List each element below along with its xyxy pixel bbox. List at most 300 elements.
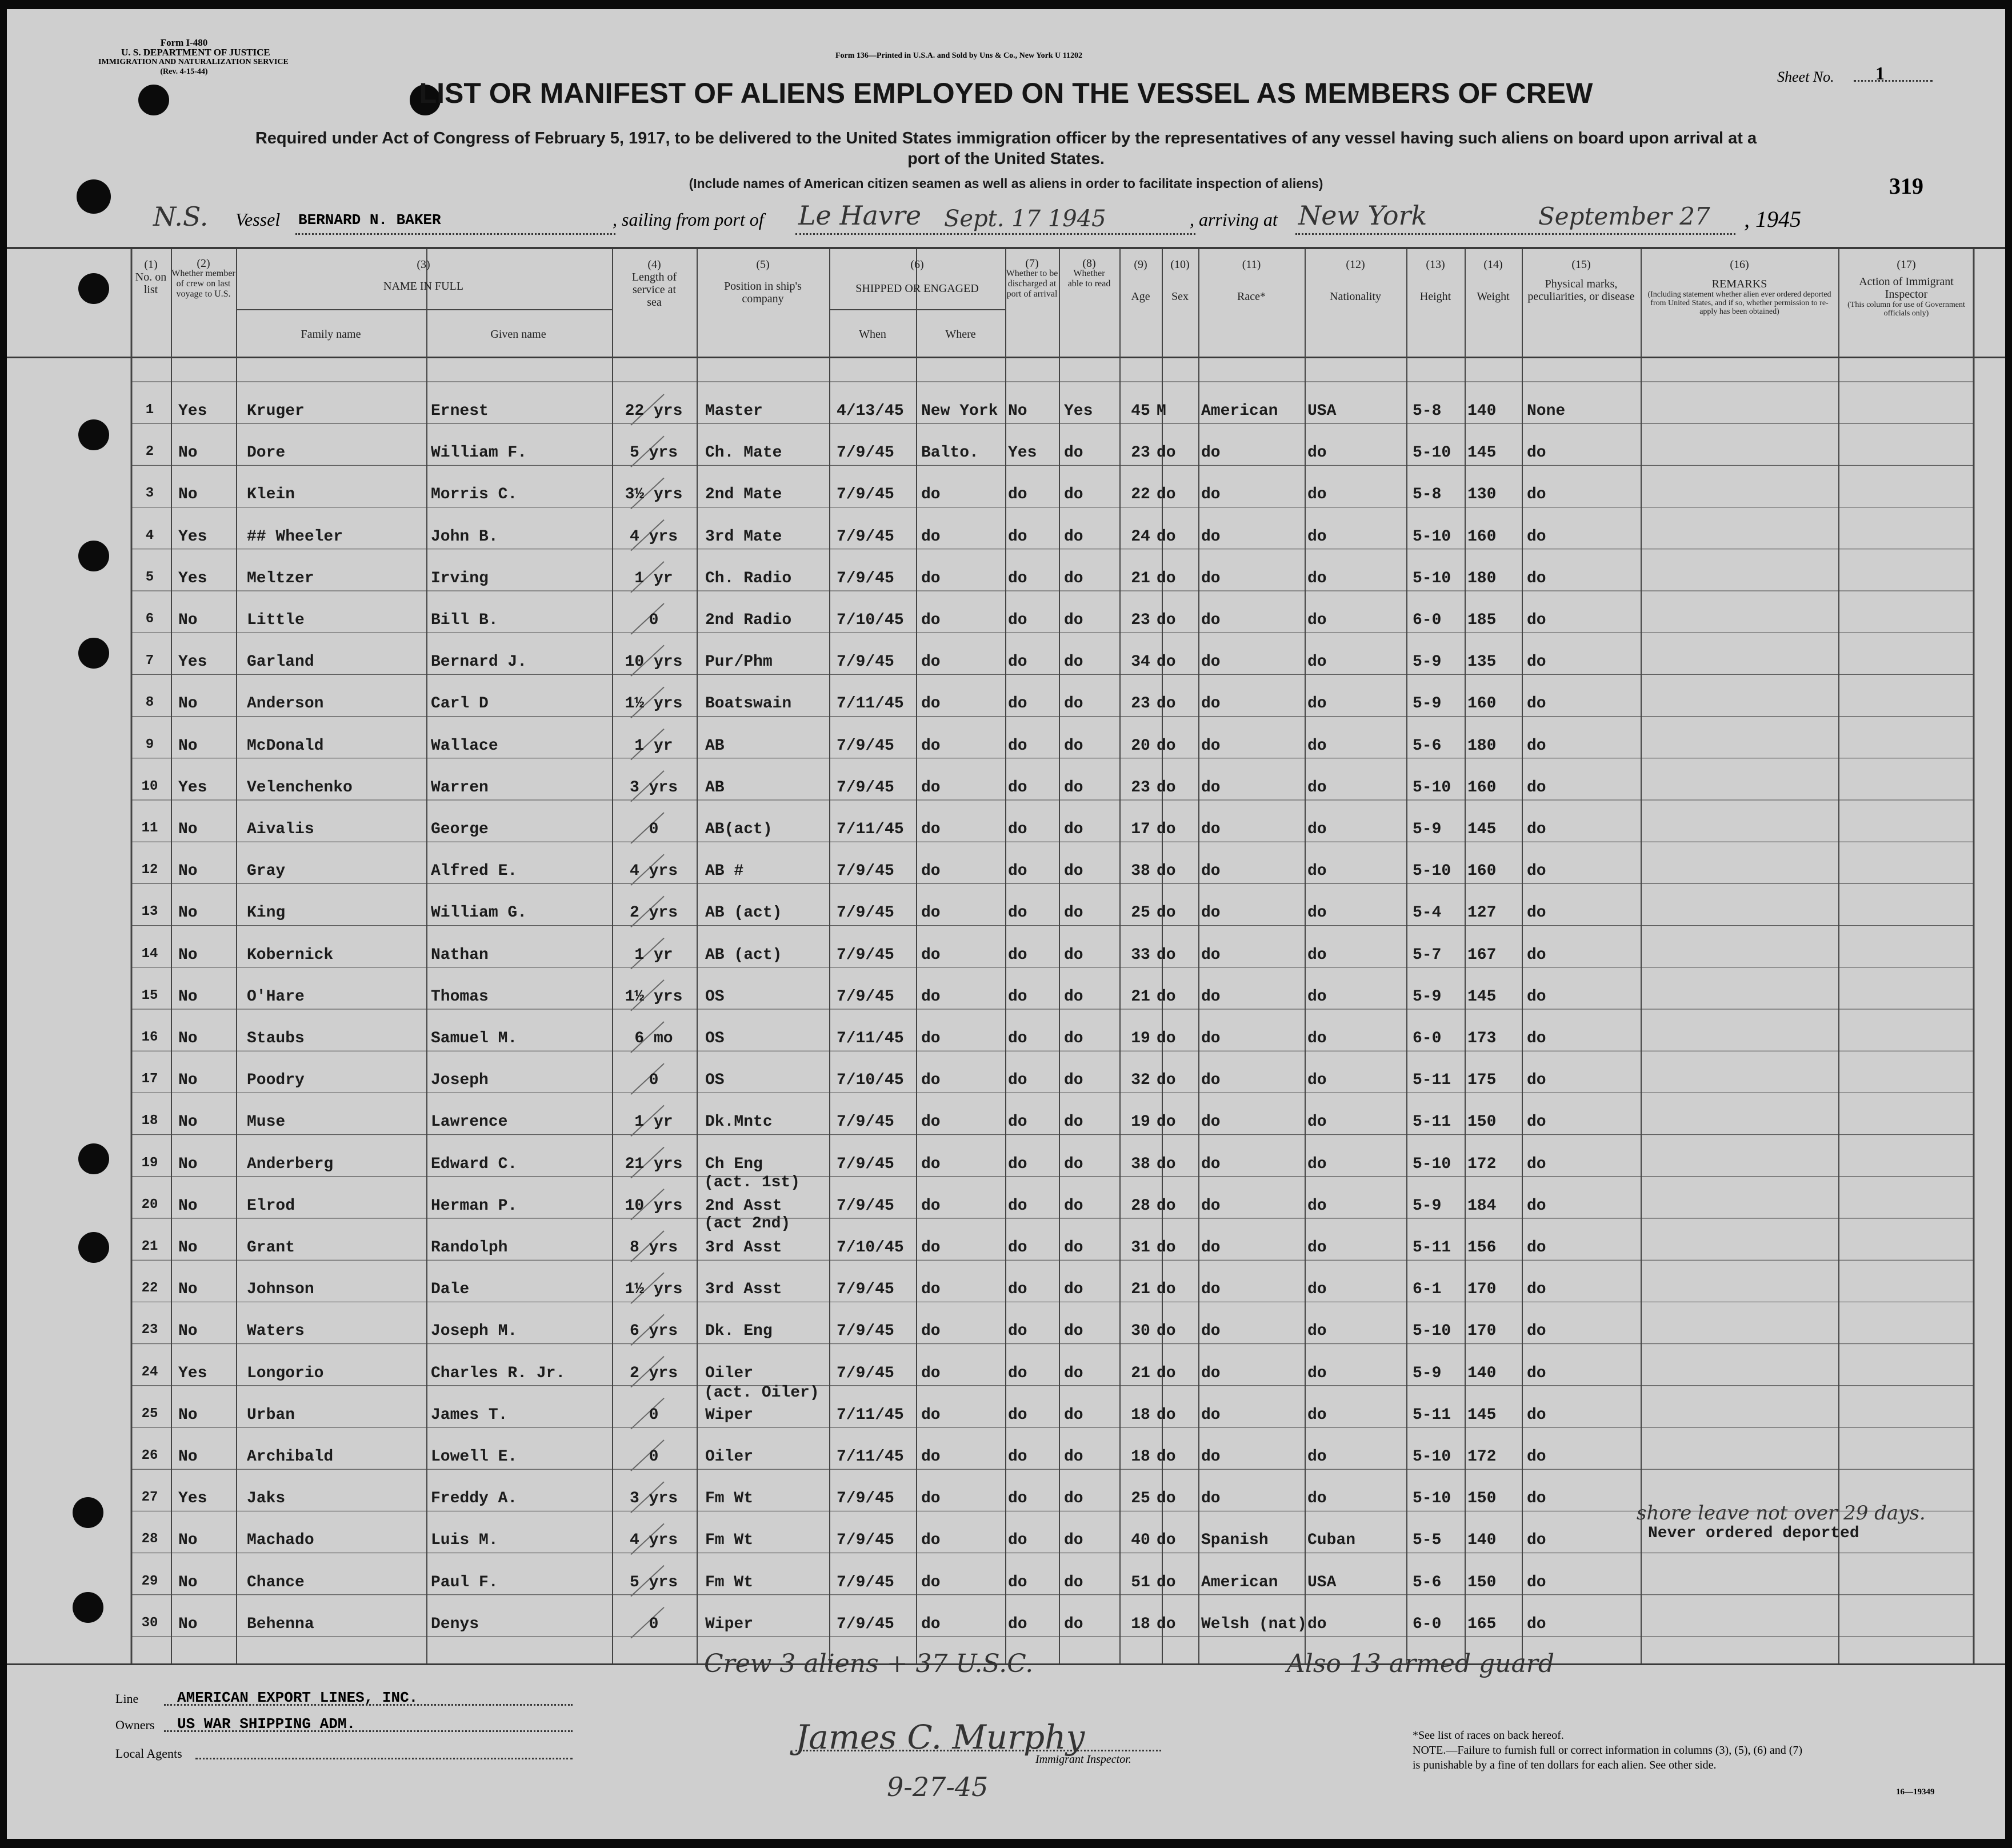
cell-service-length: 0 bbox=[649, 1615, 659, 1633]
cell-family-name: Longorio bbox=[247, 1364, 324, 1382]
cell-sex: do bbox=[1157, 778, 1176, 797]
cell-service-length: 2 yrs bbox=[629, 1364, 678, 1382]
cell-physical-marks: do bbox=[1527, 1364, 1546, 1382]
arriving-port: New York bbox=[1298, 200, 1427, 231]
cell-family-name: Anderberg bbox=[247, 1155, 334, 1173]
cell-family-name: Jaks bbox=[247, 1490, 286, 1508]
cell-given-name: Irving bbox=[431, 569, 489, 587]
cell-discharged: Yes bbox=[1008, 444, 1037, 462]
cell-age: 40 bbox=[1131, 1531, 1150, 1550]
cell-row-number: 11 bbox=[141, 821, 158, 836]
cell-crew-last-voyage: No bbox=[178, 1155, 198, 1173]
cell-age: 45 bbox=[1131, 402, 1150, 420]
cell-row-number: 17 bbox=[141, 1071, 158, 1087]
cell-sex: do bbox=[1157, 862, 1176, 881]
cell-able-to-read: do bbox=[1064, 778, 1083, 797]
cell-service-length: 5 yrs bbox=[629, 444, 678, 462]
cell-position: Oiler bbox=[705, 1448, 754, 1466]
cell-sex: do bbox=[1157, 1531, 1176, 1550]
cell-height: 5-10 bbox=[1413, 1322, 1451, 1341]
cell-sex: do bbox=[1157, 1615, 1176, 1633]
cell-position: 2nd Radio bbox=[705, 611, 792, 629]
race-footnote: *See list of races on back hereof. bbox=[1413, 1729, 1564, 1742]
cell-physical-marks: do bbox=[1527, 1155, 1546, 1173]
cell-given-name: Luis M. bbox=[431, 1531, 498, 1550]
cell-shipped-when: 7/9/45 bbox=[837, 737, 894, 755]
cell-race: Spanish bbox=[1201, 1531, 1269, 1550]
cell-age: 32 bbox=[1131, 1071, 1150, 1090]
cell-height: 6-0 bbox=[1413, 611, 1442, 629]
cell-weight: 160 bbox=[1467, 527, 1497, 546]
cell-family-name: Little bbox=[247, 611, 305, 629]
cell-discharged: do bbox=[1008, 695, 1027, 713]
cell-physical-marks: None bbox=[1527, 402, 1566, 420]
cell-sex: do bbox=[1157, 1364, 1176, 1382]
cell-physical-marks: do bbox=[1527, 1448, 1546, 1466]
cell-discharged: do bbox=[1008, 904, 1027, 922]
cell-shipped-when: 4/13/45 bbox=[837, 402, 904, 420]
owners-value: US WAR SHIPPING ADM. bbox=[177, 1715, 356, 1733]
cell-race: do bbox=[1201, 527, 1221, 546]
cell-row-number: 28 bbox=[141, 1531, 158, 1547]
cell-crew-last-voyage: No bbox=[178, 1322, 198, 1341]
subtitle-line-3: (Include names of American citizen seamen as well as aliens in order to facilitate inspection of aliens) bbox=[689, 176, 1323, 191]
remarks-shore-leave-handwritten: shore leave not over 29 days. bbox=[1637, 1502, 1926, 1525]
cell-position: AB # bbox=[705, 862, 744, 881]
cell-crew-last-voyage: No bbox=[178, 1573, 198, 1591]
cell-shipped-when: 7/11/45 bbox=[837, 1448, 904, 1466]
cell-service-length: 6 yrs bbox=[629, 1322, 678, 1341]
cell-shipped-when: 7/9/45 bbox=[837, 527, 894, 546]
cell-service-length: 0 bbox=[649, 1406, 659, 1424]
cell-shipped-where: do bbox=[921, 1448, 941, 1466]
cell-service-length: 3 yrs bbox=[629, 1490, 678, 1508]
inspector-label: Immigrant Inspector. bbox=[1035, 1753, 1131, 1766]
cell-shipped-where: do bbox=[921, 1281, 941, 1299]
cell-nationality: do bbox=[1307, 444, 1327, 462]
cell-given-name: Bill B. bbox=[431, 611, 498, 629]
cell-race: do bbox=[1201, 653, 1221, 671]
cell-discharged: do bbox=[1008, 862, 1027, 881]
cell-able-to-read: do bbox=[1064, 1155, 1083, 1173]
cell-family-name: Klein bbox=[247, 486, 295, 504]
cell-shipped-when: 7/9/45 bbox=[837, 987, 894, 1006]
column-header-family-name: Family name bbox=[301, 328, 361, 341]
cell-height: 5-9 bbox=[1413, 653, 1442, 671]
cell-discharged: do bbox=[1008, 1155, 1027, 1173]
cell-nationality: do bbox=[1307, 653, 1327, 671]
cell-position: AB(act) bbox=[705, 821, 773, 838]
cell-age: 21 bbox=[1131, 1364, 1150, 1382]
cell-weight: 150 bbox=[1467, 1113, 1497, 1131]
cell-service-length: 21 yrs bbox=[625, 1155, 683, 1173]
column-header-race: (11) Race* bbox=[1237, 258, 1266, 303]
cell-physical-marks: do bbox=[1527, 1490, 1546, 1508]
cell-age: 18 bbox=[1131, 1615, 1150, 1633]
cell-physical-marks: do bbox=[1527, 444, 1546, 462]
cell-height: 6-1 bbox=[1413, 1281, 1442, 1299]
cell-given-name: Lowell E. bbox=[431, 1448, 518, 1466]
cell-nationality: do bbox=[1307, 1113, 1327, 1131]
remarks-never-deported: Never ordered deported bbox=[1648, 1525, 1859, 1542]
cell-height: 5-10 bbox=[1413, 1155, 1451, 1173]
armed-guard-note-handwritten: Also 13 armed guard bbox=[1287, 1649, 1554, 1678]
cell-physical-marks: do bbox=[1527, 611, 1546, 629]
cell-weight: 140 bbox=[1467, 1364, 1497, 1382]
cell-shipped-when: 7/9/45 bbox=[837, 1364, 894, 1382]
cell-crew-last-voyage: Yes bbox=[178, 1364, 207, 1382]
cell-age: 28 bbox=[1131, 1197, 1150, 1215]
cell-height: 5-11 bbox=[1413, 1071, 1451, 1090]
cell-crew-last-voyage: No bbox=[178, 1281, 198, 1299]
cell-discharged: do bbox=[1008, 1406, 1027, 1424]
cell-nationality: do bbox=[1307, 987, 1327, 1006]
cell-shipped-when: 7/9/45 bbox=[837, 946, 894, 964]
cell-height: 5-10 bbox=[1413, 862, 1451, 881]
cell-race: do bbox=[1201, 611, 1221, 629]
cell-nationality: do bbox=[1307, 946, 1327, 964]
cell-able-to-read: do bbox=[1064, 1197, 1083, 1215]
cell-weight: 156 bbox=[1467, 1239, 1497, 1257]
cell-able-to-read: do bbox=[1064, 1239, 1083, 1257]
column-header-weight: (14) Weight bbox=[1477, 258, 1510, 303]
local-agents-underline bbox=[195, 1758, 573, 1759]
cell-discharged: do bbox=[1008, 527, 1027, 546]
cell-height: 5-11 bbox=[1413, 1239, 1451, 1257]
cell-crew-last-voyage: No bbox=[178, 737, 198, 755]
cell-position: AB bbox=[705, 778, 725, 797]
cell-shipped-where: do bbox=[921, 1531, 941, 1550]
cell-shipped-where: do bbox=[921, 1071, 941, 1090]
crew-count-note-handwritten: Crew 3 aliens + 37 U.S.C. bbox=[704, 1649, 1034, 1678]
cell-physical-marks: do bbox=[1527, 695, 1546, 713]
cell-service-length: 6 mo bbox=[634, 1030, 673, 1047]
cell-height: 5-10 bbox=[1413, 778, 1451, 797]
cell-race: do bbox=[1201, 1448, 1221, 1466]
cell-service-length: 1 yr bbox=[634, 946, 673, 964]
cell-weight: 180 bbox=[1467, 569, 1497, 587]
cell-shipped-when: 7/10/45 bbox=[837, 1239, 904, 1257]
cell-physical-marks: do bbox=[1527, 1071, 1546, 1090]
inspector-signature: James C. Murphy bbox=[795, 1718, 1085, 1757]
cell-shipped-when: 7/9/45 bbox=[837, 1322, 894, 1341]
cell-weight: 173 bbox=[1467, 1030, 1497, 1047]
cell-nationality: do bbox=[1307, 1197, 1327, 1215]
cell-sex: do bbox=[1157, 737, 1176, 755]
cell-age: 51 bbox=[1131, 1573, 1150, 1591]
column-header-number: (1) No. on list bbox=[135, 258, 167, 296]
penalty-note-line-1: NOTE.—Failure to furnish full or correct information in columns (3), (5), (6) and (7) bbox=[1413, 1744, 1803, 1757]
cell-shipped-when: 7/9/45 bbox=[837, 1615, 894, 1633]
cell-physical-marks: do bbox=[1527, 1281, 1546, 1299]
cell-position: 3rd Asst bbox=[705, 1239, 782, 1257]
cell-weight: 160 bbox=[1467, 778, 1497, 797]
column-header-nationality: (12) Nationality bbox=[1330, 258, 1381, 303]
cell-discharged: do bbox=[1008, 569, 1027, 587]
cell-race: do bbox=[1201, 1406, 1221, 1424]
vessel-prefix-handwritten: N.S. bbox=[153, 201, 209, 232]
cell-row-number: 21 bbox=[141, 1239, 158, 1254]
cell-family-name: Velenchenko bbox=[247, 778, 353, 797]
cell-height: 5-8 bbox=[1413, 486, 1442, 504]
cell-race: do bbox=[1201, 1113, 1221, 1131]
column-header-discharged: (7) Whether to be discharged at port of arrival bbox=[1006, 257, 1058, 299]
cell-able-to-read: do bbox=[1064, 527, 1083, 546]
cell-family-name: Poodry bbox=[247, 1071, 305, 1090]
cell-given-name: Warren bbox=[431, 778, 489, 797]
cell-nationality: do bbox=[1307, 821, 1327, 838]
cell-shipped-when: 7/9/45 bbox=[837, 653, 894, 671]
cell-race: do bbox=[1201, 737, 1221, 755]
cell-able-to-read: do bbox=[1064, 1030, 1083, 1047]
cell-age: 23 bbox=[1131, 444, 1150, 462]
cell-discharged: do bbox=[1008, 1071, 1027, 1090]
cell-weight: 170 bbox=[1467, 1281, 1497, 1299]
cell-discharged: do bbox=[1008, 653, 1027, 671]
cell-discharged: do bbox=[1008, 1615, 1027, 1633]
cell-crew-last-voyage: Yes bbox=[178, 527, 207, 546]
cell-age: 24 bbox=[1131, 527, 1150, 546]
cell-crew-last-voyage: No bbox=[178, 1448, 198, 1466]
cell-physical-marks: do bbox=[1527, 1615, 1546, 1633]
cell-family-name: Anderson bbox=[247, 695, 324, 713]
cell-position: Fm Wt bbox=[705, 1531, 754, 1550]
cell-family-name: Gray bbox=[247, 862, 286, 881]
cell-nationality: do bbox=[1307, 486, 1327, 504]
cell-discharged: do bbox=[1008, 737, 1027, 755]
cell-nationality: do bbox=[1307, 695, 1327, 713]
cell-race: do bbox=[1201, 904, 1221, 922]
cell-service-length: 10 yrs bbox=[625, 653, 683, 671]
cell-crew-last-voyage: No bbox=[178, 904, 198, 922]
printer-line: Form 136—Printed in U.S.A. and Sold by Uns & Co., New York U 11202 bbox=[835, 51, 1082, 60]
cell-discharged: do bbox=[1008, 1113, 1027, 1131]
column-header-age: (9) Age bbox=[1131, 258, 1150, 303]
arriving-year: , 1945 bbox=[1744, 206, 1801, 232]
cell-weight: 170 bbox=[1467, 1322, 1497, 1341]
cell-age: 31 bbox=[1131, 1239, 1150, 1257]
cell-given-name: Wallace bbox=[431, 737, 498, 755]
cell-position: Ch. Radio bbox=[705, 569, 792, 587]
cell-physical-marks: do bbox=[1527, 778, 1546, 797]
cell-sex: do bbox=[1157, 946, 1176, 964]
cell-discharged: do bbox=[1008, 1573, 1027, 1591]
cell-height: 5-11 bbox=[1413, 1113, 1451, 1131]
cell-crew-last-voyage: No bbox=[178, 1197, 198, 1215]
cell-row-number: 5 bbox=[145, 569, 154, 585]
cell-race: do bbox=[1201, 1071, 1221, 1090]
manifest-sheet bbox=[7, 9, 2005, 1839]
cell-position: Wiper bbox=[705, 1615, 754, 1633]
cell-shipped-where: do bbox=[921, 1239, 941, 1257]
cell-race: do bbox=[1201, 1197, 1221, 1215]
cell-shipped-when: 7/9/45 bbox=[837, 569, 894, 587]
cell-nationality: do bbox=[1307, 1071, 1327, 1090]
cell-sex: do bbox=[1157, 611, 1176, 629]
cell-family-name: Meltzer bbox=[247, 569, 314, 587]
column-header-shipped-engaged: (6) SHIPPED OR ENGAGED bbox=[855, 258, 979, 295]
cell-family-name: Muse bbox=[247, 1113, 286, 1131]
cell-physical-marks: do bbox=[1527, 1531, 1546, 1550]
cell-sex: do bbox=[1157, 1490, 1176, 1508]
cell-given-name: Morris C. bbox=[431, 486, 518, 504]
cell-crew-last-voyage: No bbox=[178, 987, 198, 1006]
cell-crew-last-voyage: No bbox=[178, 1531, 198, 1550]
cell-sex: M bbox=[1157, 402, 1166, 420]
cell-height: 5-10 bbox=[1413, 444, 1451, 462]
cell-given-name: William F. bbox=[431, 444, 527, 462]
cell-able-to-read: do bbox=[1064, 611, 1083, 629]
cell-shipped-where: do bbox=[921, 778, 941, 797]
cell-crew-last-voyage: No bbox=[178, 611, 198, 629]
column-header-height: (13) Height bbox=[1419, 258, 1451, 303]
cell-given-name: Denys bbox=[431, 1615, 479, 1633]
cell-weight: 175 bbox=[1467, 1071, 1497, 1090]
cell-service-length: 22 yrs bbox=[625, 402, 683, 420]
column-header-when: When bbox=[859, 328, 886, 341]
cell-row-number: 27 bbox=[141, 1490, 158, 1506]
cell-age: 23 bbox=[1131, 611, 1150, 629]
cell-able-to-read: do bbox=[1064, 569, 1083, 587]
cell-crew-last-voyage: No bbox=[178, 1113, 198, 1131]
cell-physical-marks: do bbox=[1527, 987, 1546, 1006]
cell-position: Fm Wt bbox=[705, 1490, 754, 1508]
cell-given-name: Alfred E. bbox=[431, 862, 518, 881]
cell-service-length: 3 yrs bbox=[629, 778, 678, 797]
cell-height: 5-11 bbox=[1413, 1406, 1451, 1424]
cell-crew-last-voyage: No bbox=[178, 862, 198, 881]
cell-crew-last-voyage: No bbox=[178, 1071, 198, 1090]
cell-given-name: John B. bbox=[431, 527, 498, 546]
cell-race: do bbox=[1201, 778, 1221, 797]
cell-given-name: Dale bbox=[431, 1281, 470, 1299]
cell-able-to-read: do bbox=[1064, 653, 1083, 671]
cell-position: 3rd Asst bbox=[705, 1281, 782, 1299]
cell-service-length: 1 yr bbox=[634, 569, 673, 587]
cell-family-name: Kruger bbox=[247, 402, 305, 420]
cell-shipped-where: do bbox=[921, 1030, 941, 1047]
cell-row-number: 24 bbox=[141, 1364, 158, 1380]
cell-nationality: do bbox=[1307, 1364, 1327, 1382]
cell-shipped-where: do bbox=[921, 904, 941, 922]
cell-physical-marks: do bbox=[1527, 1322, 1546, 1341]
cell-able-to-read: do bbox=[1064, 695, 1083, 713]
cell-crew-last-voyage: No bbox=[178, 444, 198, 462]
subtitle-line-2: port of the United States. bbox=[907, 150, 1105, 168]
cell-able-to-read: do bbox=[1064, 946, 1083, 964]
cell-family-name: Elrod bbox=[247, 1197, 295, 1215]
cell-weight: 172 bbox=[1467, 1155, 1497, 1173]
cell-family-name: ## Wheeler bbox=[247, 527, 343, 546]
cell-shipped-where: do bbox=[921, 611, 941, 629]
cell-family-name: Chance bbox=[247, 1573, 305, 1591]
cell-weight: 140 bbox=[1467, 402, 1497, 420]
cell-family-name: Staubs bbox=[247, 1030, 305, 1047]
cell-position: OS bbox=[705, 1071, 725, 1090]
cell-service-length: 4 yrs bbox=[629, 1531, 678, 1550]
arriving-label: , arriving at bbox=[1190, 209, 1278, 230]
cell-weight: 160 bbox=[1467, 695, 1497, 713]
cell-able-to-read: do bbox=[1064, 444, 1083, 462]
owners-label: Owners bbox=[115, 1718, 155, 1732]
cell-sex: do bbox=[1157, 1030, 1176, 1047]
cell-shipped-when: 7/9/45 bbox=[837, 1573, 894, 1591]
cell-position: Ch Eng bbox=[705, 1155, 763, 1173]
cell-shipped-when: 7/10/45 bbox=[837, 1071, 904, 1090]
cell-nationality: do bbox=[1307, 569, 1327, 587]
column-header-physical-marks: (15) Physical marks, peculiarities, or disease bbox=[1527, 258, 1635, 303]
cell-service-length: 5 yrs bbox=[629, 1573, 678, 1591]
cell-discharged: do bbox=[1008, 1364, 1027, 1382]
cell-shipped-where: New York bbox=[921, 402, 998, 420]
sheet-number: 1 bbox=[1875, 63, 1885, 83]
cell-age: 34 bbox=[1131, 653, 1150, 671]
cell-row-number: 3 bbox=[145, 486, 154, 502]
cell-row-number: 20 bbox=[141, 1197, 158, 1213]
cell-able-to-read: do bbox=[1064, 1531, 1083, 1550]
penalty-note-line-2: is punishable by a fine of ten dollars for each alien. See other side. bbox=[1413, 1759, 1717, 1771]
cell-discharged: do bbox=[1008, 1030, 1027, 1047]
cell-position: Dk.Mntc bbox=[705, 1113, 773, 1131]
cell-discharged: do bbox=[1008, 611, 1027, 629]
cell-family-name: Kobernick bbox=[247, 946, 334, 964]
cell-height: 5-9 bbox=[1413, 1197, 1442, 1215]
cell-age: 21 bbox=[1131, 569, 1150, 587]
cell-race: do bbox=[1201, 1281, 1221, 1299]
cell-shipped-when: 7/9/45 bbox=[837, 862, 894, 881]
sheet-number-label: Sheet No. bbox=[1777, 69, 1834, 85]
cell-row-number: 1 bbox=[145, 402, 154, 418]
cell-physical-marks: do bbox=[1527, 1197, 1546, 1215]
cell-shipped-where: do bbox=[921, 1490, 941, 1508]
cell-shipped-where: do bbox=[921, 862, 941, 881]
cell-race: do bbox=[1201, 946, 1221, 964]
cell-given-name: Charles R. Jr. bbox=[431, 1364, 566, 1382]
position-note-act-oiler: (act. Oiler) bbox=[704, 1384, 819, 1402]
cell-crew-last-voyage: No bbox=[178, 1406, 198, 1424]
cell-physical-marks: do bbox=[1527, 737, 1546, 755]
cell-crew-last-voyage: No bbox=[178, 946, 198, 964]
cell-able-to-read: Yes bbox=[1064, 402, 1093, 420]
cell-sex: do bbox=[1157, 1155, 1176, 1173]
cell-shipped-when: 7/9/45 bbox=[837, 1531, 894, 1550]
cell-height: 5-10 bbox=[1413, 569, 1451, 587]
cell-shipped-where: do bbox=[921, 1155, 941, 1173]
cell-service-length: 1½ yrs bbox=[625, 987, 683, 1006]
cell-given-name: Bernard J. bbox=[431, 653, 527, 671]
cell-nationality: do bbox=[1307, 904, 1327, 922]
cell-nationality: do bbox=[1307, 1448, 1327, 1466]
cell-nationality: do bbox=[1307, 1615, 1327, 1633]
cell-age: 38 bbox=[1131, 862, 1150, 881]
cell-height: 5-4 bbox=[1413, 904, 1442, 922]
cell-family-name: Aivalis bbox=[247, 821, 314, 838]
cell-discharged: do bbox=[1008, 1281, 1027, 1299]
cell-race: do bbox=[1201, 1030, 1221, 1047]
cell-age: 23 bbox=[1131, 695, 1150, 713]
cell-weight: 145 bbox=[1467, 987, 1497, 1006]
cell-discharged: do bbox=[1008, 987, 1027, 1006]
cell-shipped-where: Balto. bbox=[921, 444, 979, 462]
cell-sex: do bbox=[1157, 1322, 1176, 1341]
cell-nationality: do bbox=[1307, 1239, 1327, 1257]
cell-height: 5-9 bbox=[1413, 987, 1442, 1006]
cell-given-name: William G. bbox=[431, 904, 527, 922]
cell-crew-last-voyage: No bbox=[178, 1615, 198, 1633]
cell-shipped-when: 7/9/45 bbox=[837, 486, 894, 504]
cell-sex: do bbox=[1157, 695, 1176, 713]
cell-height: 5-9 bbox=[1413, 821, 1442, 838]
